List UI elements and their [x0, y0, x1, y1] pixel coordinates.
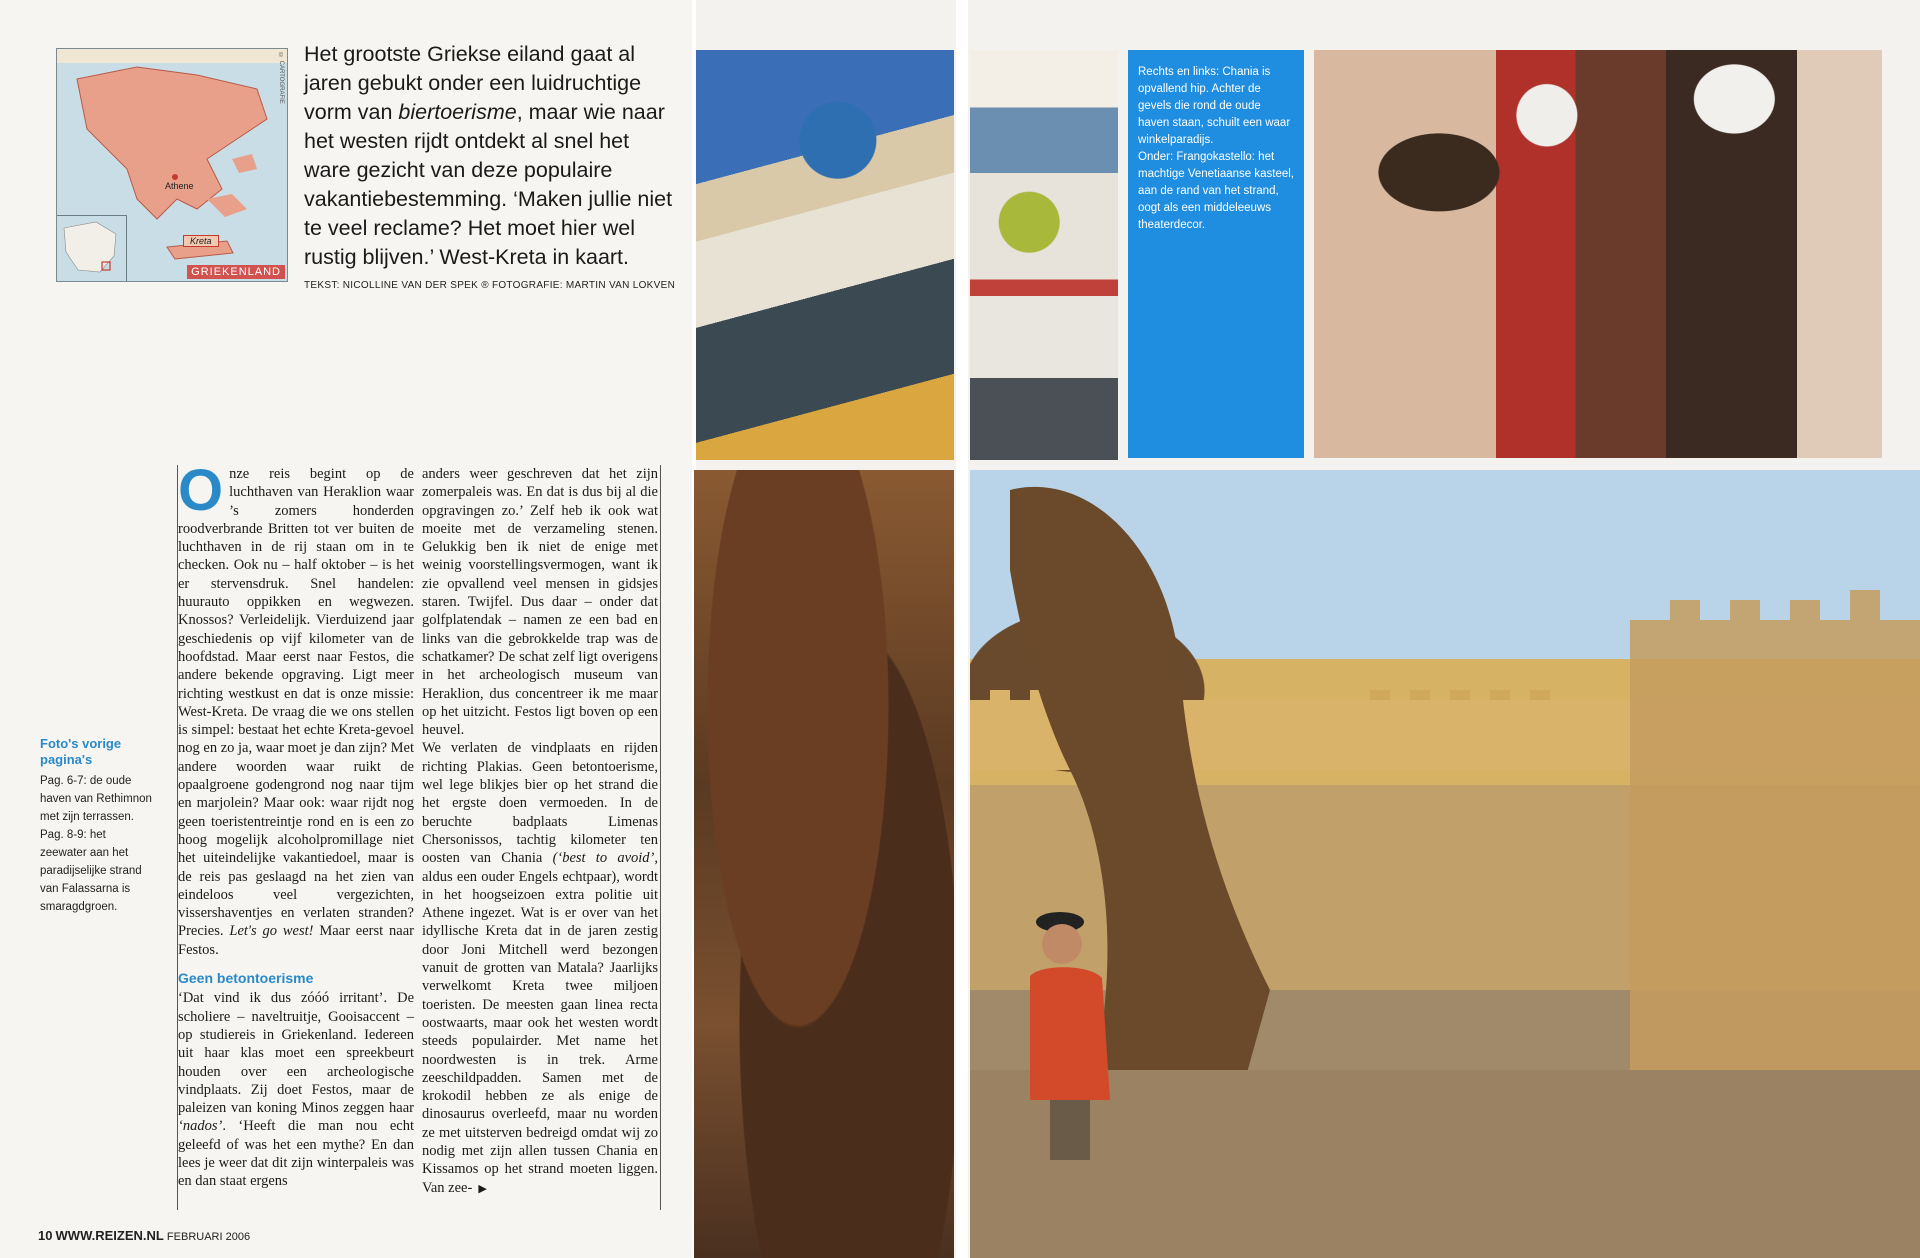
photo-boats-left	[696, 50, 954, 460]
paragraph-2-end: . ‘Heeft die man nou echt geleefd of was het een mythe? En dan lees je weer dat dit zijn winterpaleis was en dan staat ergens	[178, 1118, 414, 1190]
crete-label: Kreta	[183, 235, 219, 247]
subheading: Geen betontoerisme	[178, 970, 314, 987]
sidebar-body: Pag. 6-7: de oude haven van Rethimnon met zijn terrassen. Pag. 8-9: het zeewater aan het paradijselijke strand van Falassarna is smaragdgroen.	[40, 775, 152, 913]
photo-boats-right	[970, 50, 1118, 460]
caption-line-1: Rechts en links: Chania is opvallend hip. Achter de gevels die rond de oude haven staan, schuilt een waar winkelparadijs.	[1138, 66, 1291, 146]
sidebar-heading: Foto's vorige pagina's	[40, 736, 122, 767]
paragraph-2-emphasis: ‘nados’	[178, 1118, 223, 1135]
article-paragraph-3: anders weer geschreven dat het zijn zomerpaleis was. En dat is dus bij al die opgravingen zo.’ Zelf heb ik ook wat moeite met de verzameling stenen. Gelukkig ben ik niet de enige met weinig voorstellingsvermogen, want ik zie opvallend veel mensen in gidsjes staren. Twijfel. Dus daar – onder dat golfplatendak – namen ze een bad en links van die gebrokkelde trap was de schatkamer? De schat zelf ligt overigens in het archeologisch museum van Heraklion, dus concentreer ik me maar op het uitzicht. Festos ligt boven op een heuvel.	[422, 466, 658, 739]
page-number: 10	[38, 1228, 53, 1243]
paragraph-1-emphasis: Let's go west!	[229, 923, 314, 940]
man-figure	[1010, 900, 1120, 1160]
paragraph-4-text: We verlaten de vindplaats en rijden richting Plakias. Geen betontoerisme, wel lege blikjes bier op het strand die het ergste doen vermoeden. In de beruchte badplaats Limenas Chersonissos, tachtig kilometer ten oosten van Chania	[422, 740, 658, 867]
caption-line-2: Onder: Frangokastello: het machtige Venetiaanse kasteel, aan de rand van het strand, oogt als een middeleeuws theaterdecor.	[1138, 151, 1294, 231]
article-column-2	[422, 465, 661, 1210]
photo-shop-window	[1314, 50, 1882, 458]
europe-shape	[56, 216, 126, 282]
photo-caption	[1128, 50, 1304, 458]
paragraph-4-emphasis: (‘best to avoid’	[552, 850, 655, 867]
page-footer	[38, 1228, 250, 1243]
paragraph-1-text: nze reis begint op de luchthaven van Heraklion waar ’s zomers honderden roodverbrande Britten tot ver buiten de luchthaven in de rij staan om in te checken. Ook nu – half oktober – is het er stervensdruk. Snel handelen: huurauto oppikken en wegwezen. Knossos? Verleidelijk. Vierduizend jaar geschiedenis op vijf kilometer van de hoofdstad. Maar eerst naar Festos, die andere bekende opgraving. Ligt meer richting westkust en dat is onze missie: West-Kreta. De vraag die we ons stellen is simpel: bestaat het echte Kreta-gevoel nog en zo ja, waar moet je dan zijn? Met andere woorden waar ruikt de opaalgroene godengrond nog naar tijm en marjolein? Maar ook: waar rijdt nog geen toeristentreintje rond en is een zo hoog mogelijk alcoholpromillage niet het uiteindelijke vakantiedoel, maar is de reis pas geslaagd na het zien van eindeloos veel vergezichten, vissershaventjes en verlaten stranden? Precies.	[178, 466, 414, 940]
paragraph-1-end: Maar eerst naar Festos.	[178, 923, 414, 958]
map-credit: © CARTOGRAFIE	[278, 53, 284, 104]
article-column-1	[177, 458, 414, 1210]
paragraph-2-text: ‘Dat vind ik dus zóóó irritant’. De scholiere – naveltruitje, Gooisaccent – op studiereis in Griekenland. Iedereen uit haar klas moet een spreekbeurt houden over een archeologische vindplaats. Zij doet Festos, maar de paleizen van koning Minos zeggen haar	[178, 990, 414, 1117]
continue-arrow-icon: ▶	[478, 1182, 487, 1195]
country-label: GRIEKENLAND	[187, 265, 285, 279]
intro-part1: Het grootste Griekse eiland gaat al jaren gebukt onder een luidruchtige vorm van	[304, 42, 642, 124]
footer-site: WWW.REIZEN.NL	[55, 1228, 164, 1243]
paragraph-4-end: , aldus een ouder Engels echtpaar), wordt in het hoogseizoen extra politie uit Athene ingezet. Wat is er over van het idyllische Kreta dat in de jaren zestig door Joni Mitchell werd bezongen vanuit de grotten van Matala? Jaarlijks verwelkomt Kreta twee miljoen toeristen. De meesten gaan linea recta oostwaarts, maar ook het westen wordt steeds populairder. Met name het noordwesten is in trek. Arme zeeschildpadden. Samen met de krokodil hebben ze als enige de dinosaurus overleefd, maar nu worden ze met uitsterven bedreigd omdat wij zo nodig met zijn allen tussen Chania en Kissamos op het strand moeten liggen. Van zee-	[422, 850, 658, 1196]
greece-map	[56, 48, 288, 282]
byline: TEKST: NICOLLINE VAN DER SPEK ® FOTOGRAFIE: MARTIN VAN LOKVEN	[304, 280, 676, 291]
drop-cap: O	[178, 458, 224, 523]
photo-person	[1010, 900, 1120, 1160]
photo-rock-wall	[694, 470, 954, 1258]
intro-lead	[304, 40, 676, 272]
article-paragraph-4	[422, 739, 658, 1197]
intro-emphasis: biertoerisme	[398, 100, 517, 124]
article-paragraph-1	[178, 458, 414, 959]
europe-inset-map	[56, 215, 127, 282]
footer-issue: FEBRUARI 2006	[166, 1231, 251, 1243]
article-paragraph-2	[178, 989, 414, 1190]
athens-label: Athene	[165, 181, 194, 191]
intro-part2: , maar wie naar het westen rijdt ontdekt al snel het ware gezicht van deze populaire vakantiebestemming. ‘Maken jullie niet te veel reclame? Het moet hier wel rustig blijven.’ West-Kreta in kaart.	[304, 100, 673, 269]
spread-spine	[956, 0, 968, 1258]
